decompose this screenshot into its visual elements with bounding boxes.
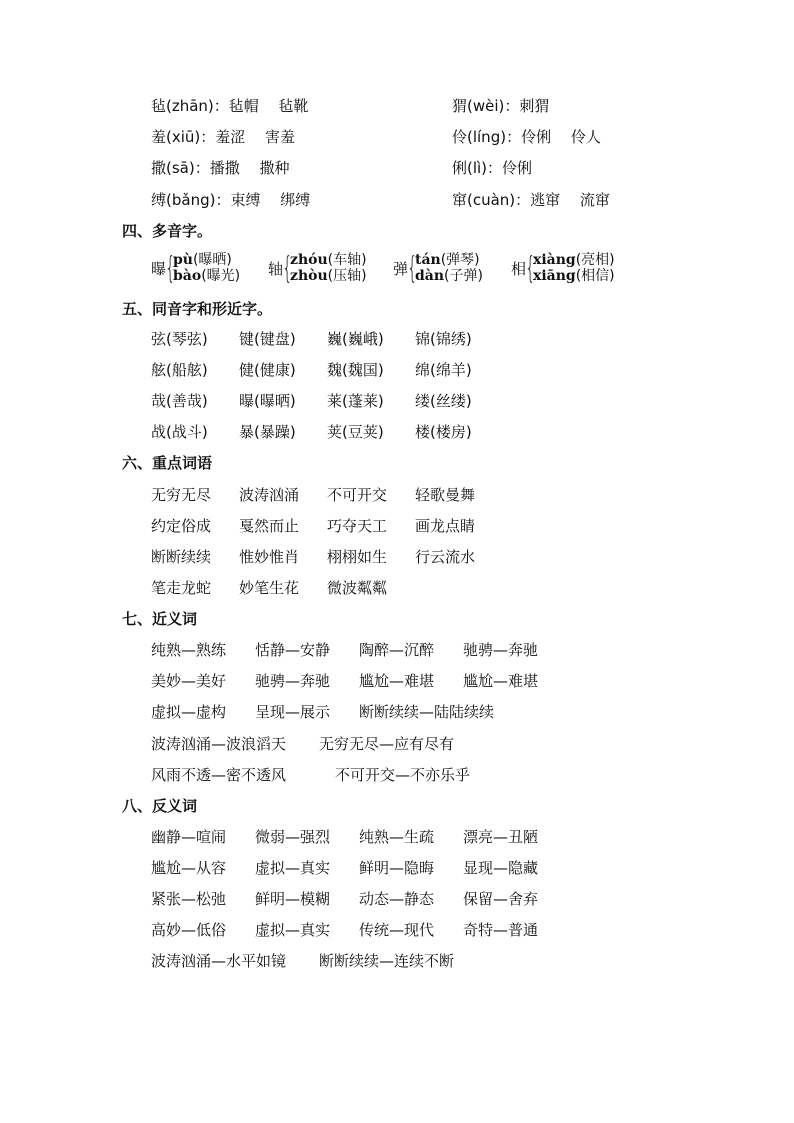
antonym-pair: 动态—静态 [359,890,435,908]
section5-cell: 绵(绵羊) [415,361,472,379]
section5-cell: 莱(蓬莱) [327,392,384,410]
section6-cell: 不可开交 [327,486,388,504]
antonym-pair: 鲜明—模糊 [255,890,331,908]
section5-heading: 五、同音字和形近字。 [122,300,273,318]
section6-cell: 画龙点睛 [415,517,476,535]
synonym-pair: 驰骋—奔驰 [463,641,539,659]
section7-heading: 七、近义词 [122,610,198,628]
polyphone-reading-2: xiāng(相信) [533,268,615,284]
antonym-pair: 高妙—低俗 [151,921,227,939]
polyphone-reading-2: dàn(子弹) [415,268,483,284]
section3-line-4-left: 缚(bǎng)：束缚 绑缚 [151,191,311,209]
section5-cell: 锦(锦绣) [415,330,472,348]
section5-cell: 哉(善哉) [151,392,208,410]
section6-cell: 约定俗成 [151,517,212,535]
polyphone-item [268,252,378,288]
section6-cell: 栩栩如生 [327,548,388,566]
section5-cell: 键(键盘) [239,330,296,348]
brace-icon: { [165,251,176,286]
polyphone-char: 轴 [268,260,284,278]
antonym-pair: 纯熟—生疏 [359,828,435,846]
polyphone-char: 弹 [393,260,409,278]
section5-cell: 战(战斗) [151,423,208,441]
section3-line-1-right: 猬(wèi)：刺猬 [452,97,550,115]
section6-cell: 戛然而止 [239,517,300,535]
polyphone-item [511,252,626,288]
polyphone-reading-2: bào(曝光) [173,268,241,284]
synonym-pair: 无穷无尽—应有尽有 [319,735,455,753]
antonym-pair: 奇特—普通 [463,921,539,939]
section5-cell: 魏(魏国) [327,361,384,379]
synonym-pair: 恬静—安静 [255,641,331,659]
section3-line-3-left: 撒(sā)：播撒 撒种 [151,159,290,177]
section5-cell: 舷(船舷) [151,361,208,379]
brace-icon: { [525,251,536,286]
section5-cell: 缕(丝缕) [415,392,472,410]
section5-cell: 健(健康) [239,361,296,379]
synonym-pair: 尴尬—难堪 [463,672,539,690]
antonym-pair: 虚拟—真实 [255,921,331,939]
antonym-pair: 断断续续—连续不断 [319,952,455,970]
section6-cell: 微波粼粼 [327,579,388,597]
synonym-pair: 断断续续—陆陆续续 [359,703,495,721]
synonym-pair: 陶醉—沉醉 [359,641,435,659]
polyphone-reading-1: xiàng(亮相) [533,252,615,268]
section6-cell: 行云流水 [415,548,476,566]
antonym-pair: 微弱—强烈 [255,828,331,846]
section6-cell: 巧夺天工 [327,517,388,535]
polyphone-reading-2: zhòu(压轴) [290,268,367,284]
section4-heading: 四、多音字。 [122,222,213,240]
section6-cell: 妙笔生花 [239,579,300,597]
section3-line-1-left: 毡(zhān)：毡帽 毡靴 [151,97,309,115]
synonym-pair: 不可开交—不亦乐乎 [335,766,471,784]
antonym-pair: 紧张—松弛 [151,890,227,908]
synonym-pair: 波涛汹涌—波浪滔天 [151,735,287,753]
antonym-pair: 显现—隐藏 [463,859,539,877]
polyphone-item [151,252,251,288]
synonym-pair: 虚拟—虚构 [151,703,227,721]
polyphone-reading-1: pù(曝晒) [173,252,232,268]
polyphone-char: 相 [511,260,527,278]
antonym-pair: 虚拟—真实 [255,859,331,877]
polyphone-reading-1: tán(弹琴) [415,252,480,268]
synonym-pair: 风雨不透—密不透风 [151,766,287,784]
synonym-pair: 呈现—展示 [255,703,331,721]
section3-line-2-right: 伶(líng)：伶俐 伶人 [452,128,601,146]
brace-icon: { [282,251,293,286]
polyphone-item [393,252,493,288]
section3-line-3-right: 俐(lì)：伶俐 [452,159,533,177]
synonym-pair: 尴尬—难堪 [359,672,435,690]
antonym-pair: 波涛汹涌—水平如镜 [151,952,287,970]
section5-cell: 荚(豆荚) [327,423,384,441]
section6-cell: 波涛汹涌 [239,486,300,504]
synonym-pair: 驰骋—奔驰 [255,672,331,690]
section5-cell: 暴(暴躁) [239,423,296,441]
antonym-pair: 幽静—喧闹 [151,828,227,846]
section5-cell: 楼(楼房) [415,423,472,441]
section6-cell: 笔走龙蛇 [151,579,212,597]
antonym-pair: 鲜明—隐晦 [359,859,435,877]
antonym-pair: 传统—现代 [359,921,435,939]
antonym-pair: 保留—舍弃 [463,890,539,908]
synonym-pair: 纯熟—熟练 [151,641,227,659]
section8-heading: 八、反义词 [122,797,198,815]
polyphone-reading-1: zhóu(车轴) [290,252,367,268]
section6-cell: 轻歌曼舞 [415,486,476,504]
section6-cell: 惟妙惟肖 [239,548,300,566]
section5-cell: 曝(曝晒) [239,392,296,410]
brace-icon: { [407,251,418,286]
section6-heading: 六、重点词语 [122,454,213,472]
section6-cell: 断断续续 [151,548,212,566]
polyphone-char: 曝 [151,260,167,278]
section3-line-2-left: 羞(xiū)：羞涩 害羞 [151,128,296,146]
antonym-pair: 漂亮—丑陋 [463,828,539,846]
section5-cell: 巍(巍峨) [327,330,384,348]
section6-cell: 无穷无尽 [151,486,212,504]
section5-cell: 弦(琴弦) [151,330,208,348]
synonym-pair: 美妙—美好 [151,672,227,690]
antonym-pair: 尴尬—从容 [151,859,227,877]
section3-line-4-right: 窜(cuàn)：逃窜 流窜 [452,191,610,209]
